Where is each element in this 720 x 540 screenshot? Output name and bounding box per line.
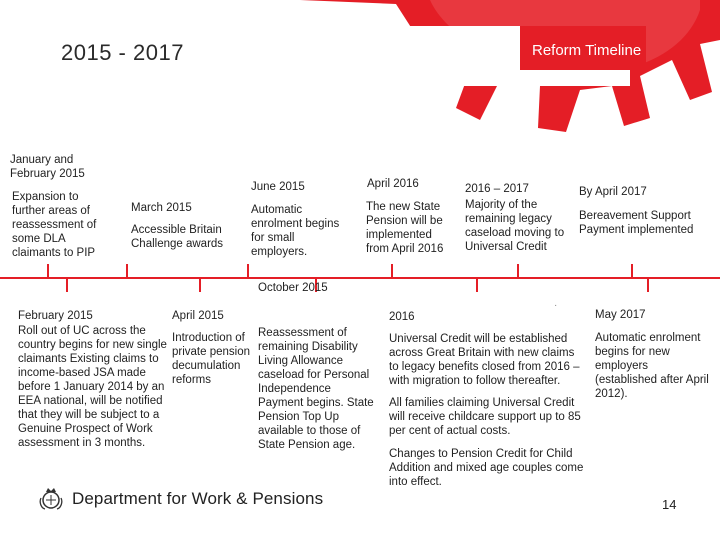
event-text-october-2015: Reassessment of remaining Disability Living Allowance caseload for Personal Independence Payment begins. State Pension Top Up available to those of State Pension age. <box>258 327 374 451</box>
event-date-october-2015: October 2015 <box>258 282 328 294</box>
page-number: 14 <box>662 497 677 512</box>
organisation-name: Department for Work & Pensions <box>72 489 324 508</box>
event-date-may-2017: May 2017 <box>595 309 646 321</box>
year-range-heading: 2015 - 2017 <box>61 40 184 65</box>
timeline-axis <box>0 258 720 298</box>
event-text-2016-uc: Universal Credit will be established across Great Britain with new claims to legacy benefits closed from 2016 – with migration to follow thereafter. <box>389 333 580 387</box>
event-date-2016-2017: 2016 – 2017 <box>465 183 529 195</box>
event-date-2016: 2016 <box>389 311 415 323</box>
event-date-april-2015: April 2015 <box>172 310 224 322</box>
dwp-logo <box>38 485 323 513</box>
event-text-april-2016: The new State Pension will be implemented from April 2016 <box>366 201 444 255</box>
separator-dot: · <box>554 300 558 311</box>
event-text-may-2017: Automatic enrolment begins for new employers (established after April 2012). <box>595 332 709 400</box>
slide-title: Reform Timeline <box>532 42 642 59</box>
event-date-february-2015: February 2015 <box>18 310 93 322</box>
royal-crest-icon <box>38 486 64 512</box>
event-text-april-2015: Introduction of private pension decumulation reforms <box>172 332 250 386</box>
event-text-by-april-2017: Bereavement Support Payment implemented <box>579 210 694 236</box>
event-text-june-2015: Automatic enrolment begins for small employers. <box>251 204 340 258</box>
event-date-march-2015: March 2015 <box>131 202 192 214</box>
event-date-by-april-2017: By April 2017 <box>579 186 647 198</box>
event-text-2016-childcare: All families claiming Universal Credit will receive childcare support up to 85 per cent of actual costs. <box>389 397 581 437</box>
event-date-jan-feb-2015: January and February 2015 <box>10 154 85 180</box>
gear-banner <box>0 0 720 140</box>
event-date-june-2015: June 2015 <box>251 181 305 193</box>
event-date-april-2016: April 2016 <box>367 178 419 190</box>
event-text-march-2015: Accessible Britain Challenge awards <box>131 224 224 250</box>
event-text-february-2015: Roll out of UC across the country begins for new single claimants Existing claims to income-based JSA made before 1 January 2014 by an EEA national, will be notified that they will be subject to a Genuine Prospect of Work assessment in 3 months. <box>18 325 167 449</box>
event-text-2016-pension-credit: Changes to Pension Credit for Child Addition and mixed age couples come into effect. <box>389 448 584 488</box>
event-text-jan-feb-2015: Expansion to further areas of reassessment of some DLA claimants to PIP <box>12 191 97 259</box>
event-text-2016-2017: Majority of the remaining legacy caseload moving to Universal Credit <box>465 199 565 253</box>
